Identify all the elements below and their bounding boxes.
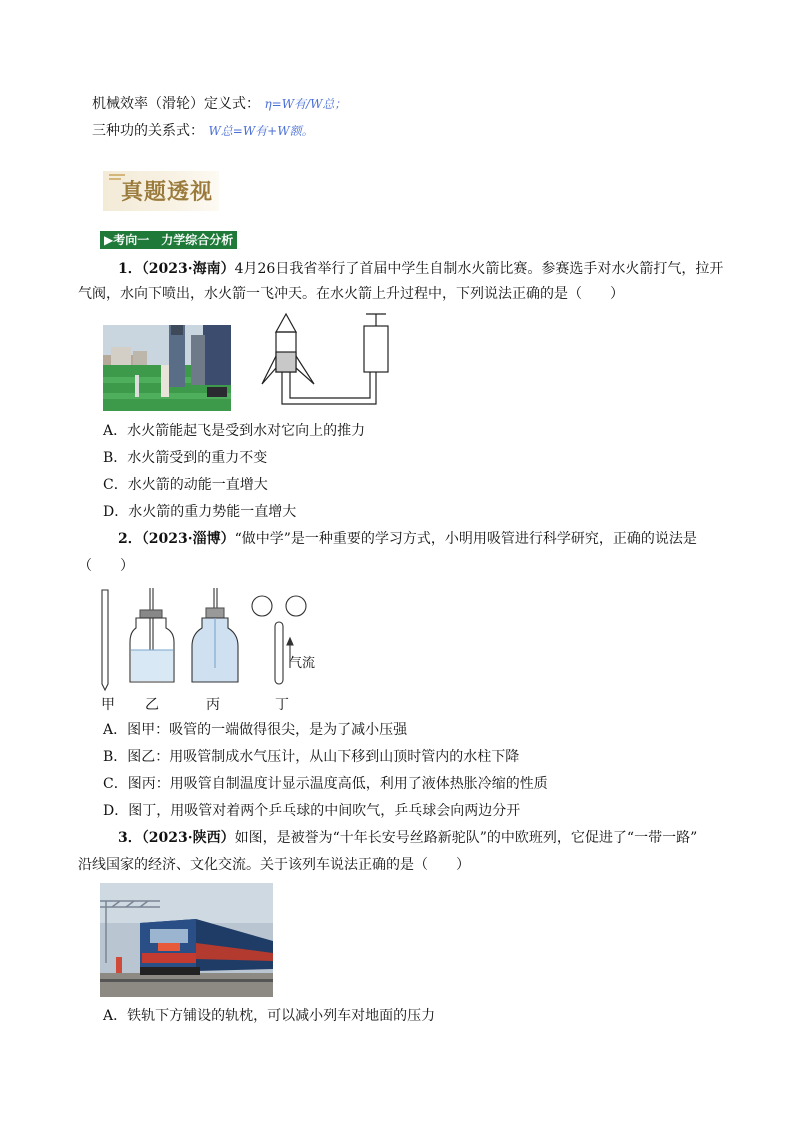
air-hose-inner <box>290 372 370 398</box>
q3-option-a[interactable]: A．铁轨下方铺设的轨枕，可以减小列车对地面的压力 <box>103 1008 436 1024</box>
work-relation-formula: W总=W有+W额。 <box>208 124 314 138</box>
q2-stem-line1 <box>118 529 697 549</box>
efficiency-definition-line <box>92 94 346 114</box>
q1-rocket-photo <box>103 325 231 411</box>
q3-number: 3． <box>118 830 142 846</box>
q1-option-c[interactable]: C．水火箭的动能一直增大 <box>103 477 268 493</box>
q1-rocket-diagram <box>258 312 410 412</box>
china-europe-train-photo <box>100 883 273 997</box>
q2-option-b[interactable]: B．图乙：用吸管制成水气压计，从山下移到山顶时管内的水柱下降 <box>103 749 520 765</box>
rocket-fin-right <box>296 356 314 384</box>
fig-jia-straw <box>102 590 108 690</box>
q2-option-a[interactable]: A．图甲：吸管的一端做得很尖，是为了减小压强 <box>103 722 408 738</box>
fig-label-bing: 丙 <box>206 697 220 713</box>
q3-stem-line2: 沿线国家的经济、文化交流。关于该列车说法正确的是（ ） <box>78 857 470 873</box>
section-title: 真题透视 <box>121 180 214 205</box>
fig-label-yi: 乙 <box>145 697 159 713</box>
q3-source: （2023·陕西） <box>141 830 235 846</box>
fig-label-jia: 甲 <box>101 697 115 713</box>
q3-train-photo <box>100 883 273 997</box>
fig-bing-thermometer <box>192 588 238 682</box>
q1-number: 1． <box>118 261 142 277</box>
q2-option-c[interactable]: C．图丙：用吸管自制温度计显示温度高低，利用了液体热胀冷缩的性质 <box>103 776 548 792</box>
fig-yi-barometer <box>130 588 174 682</box>
water-rocket-competition-photo <box>103 325 231 411</box>
rocket-nose <box>276 314 296 332</box>
airflow-label: 气流 <box>289 656 316 671</box>
q1-stem-line2: 气阀，水向下喷出，水火箭一飞冲天。在水火箭上升过程中，下列说法正确的是（ ） <box>78 286 624 302</box>
q3-text-a: 如图，是被誉为“十年长安号丝路新驼队”的中欧班列，它促进了“一带一路” <box>234 830 698 846</box>
q1-option-b[interactable]: B．水火箭受到的重力不变 <box>103 450 268 466</box>
q2-option-d[interactable]: D．图丁，用吸管对着两个乒乓球的中间吹气，乒乓球会向两边分开 <box>103 803 521 819</box>
q1-option-a[interactable]: A．水火箭能起飞是受到水对它向上的推力 <box>103 423 366 439</box>
q1-option-d[interactable]: D．水火箭的重力势能一直增大 <box>103 504 297 520</box>
q1-text-a: 4月26日我省举行了首届中学生自制水火箭比赛。参赛选手对水火箭打气，拉开 <box>234 261 724 277</box>
fig-label-ding: 丁 <box>275 697 289 713</box>
air-hose-outer <box>282 372 376 404</box>
efficiency-formula: η=W有/W总； <box>264 97 347 111</box>
rocket-water <box>276 352 296 372</box>
topic-badge: ▶考向一 力学综合分析 <box>100 231 237 249</box>
section-banner <box>103 171 219 211</box>
q1-stem-line1 <box>118 259 723 279</box>
q3-stem-line1 <box>118 828 697 848</box>
q2-number: 2． <box>118 531 142 547</box>
q2-source: （2023·淄博） <box>141 531 235 547</box>
pump-barrel <box>364 326 388 372</box>
efficiency-label: 机械效率（滑轮）定义式： <box>92 96 260 112</box>
rocket-fin-left <box>262 356 276 384</box>
q2-text-a: “做中学”是一种重要的学习方式，小明用吸管进行科学研究，正确的说法是 <box>234 531 697 547</box>
q1-source: （2023·海南） <box>141 261 235 277</box>
work-relation-label: 三种功的关系式： <box>92 123 204 139</box>
q2-straw-figures <box>96 588 328 692</box>
work-relation-line <box>92 121 314 141</box>
q2-stem-line2: （ ） <box>78 558 134 574</box>
